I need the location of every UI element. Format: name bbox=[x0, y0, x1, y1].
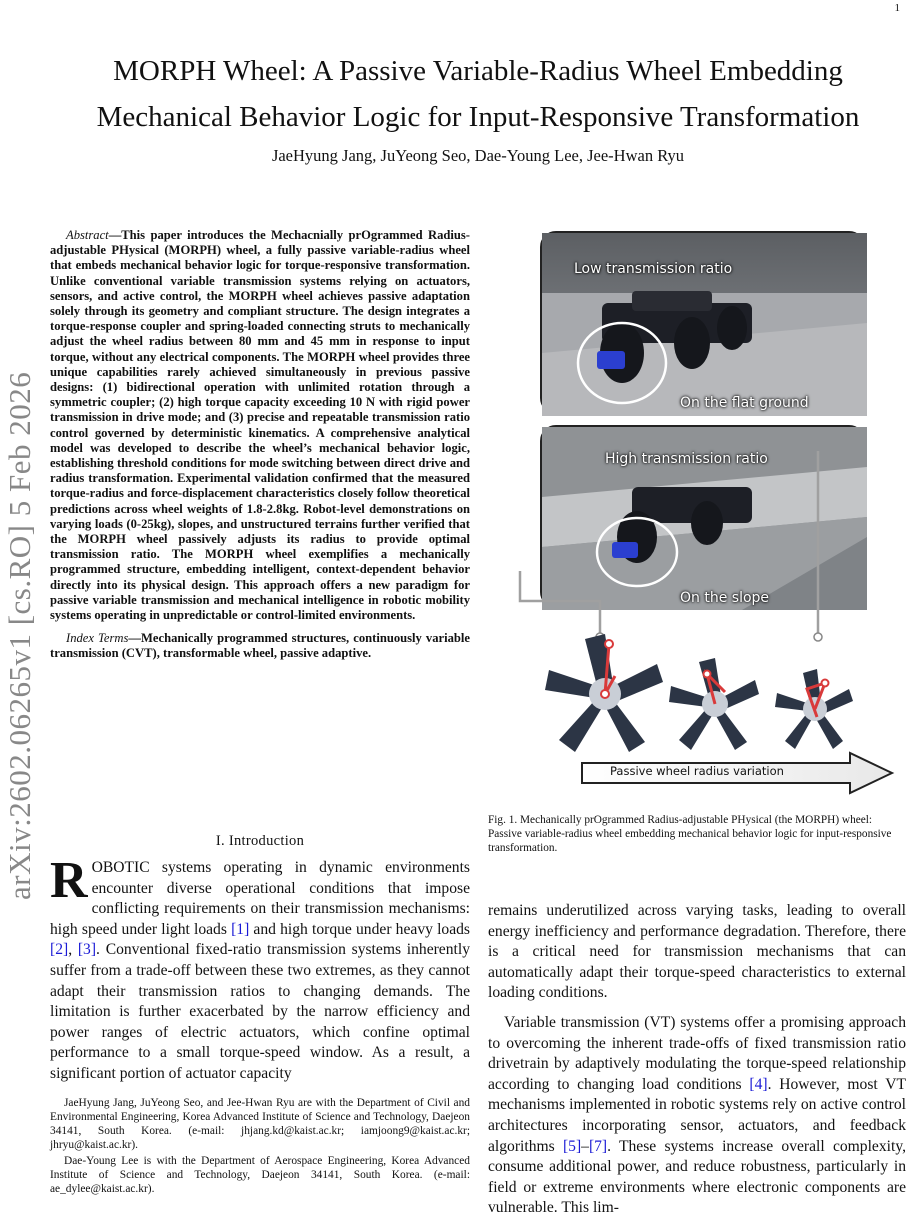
left-column bbox=[50, 228, 470, 662]
citation-link[interactable]: [1] bbox=[231, 920, 250, 938]
title-line-1: MORPH Wheel: A Passive Variable-Radius Wheel Embedding bbox=[113, 55, 843, 87]
wheel-large bbox=[545, 634, 663, 752]
index-terms bbox=[50, 631, 470, 661]
label-low-transmission: Low transmission ratio bbox=[574, 261, 733, 277]
intro-text-1: OBOTIC systems operating in dynamic environments encounter diverse operational conditions that impose conflicting requirements on their transmission mechanisms: high speed under light loads bbox=[50, 859, 470, 938]
right-text-3: – bbox=[581, 1137, 589, 1155]
abstract-lead: Abstract bbox=[66, 228, 109, 242]
citation-link[interactable]: [2] bbox=[50, 941, 69, 959]
intro-text-2: and high torque under heavy loads bbox=[249, 920, 470, 938]
footnote-affiliation-2: Dae-Young Lee is with the Department of Aerospace Engineering, Korea Advanced Institute of Science and Technology, Daejeon 34141, South Korea. (e-mail: ae_dylee@kaist.ac.kr). bbox=[50, 1155, 470, 1195]
right-text-1: Variable transmission (VT) systems offer a promising approach to overcoming the inherent trade-offs of fixed transmission ratio drivetrain by adaptively modulating the torque-speed relationship according to changing load conditions bbox=[488, 1013, 906, 1093]
intro-text-4: . Conventional fixed-ratio transmission systems inherently suffer from a trade-off between these two extremes, as they cannot adapt their transmission ratios to changing demands. The limitation is further exacerbated by the narrow efficiency and power ranges of electric actuators, which confine optimal performance to a small torque-speed window. As a result, a significant portion of actuator capacity bbox=[50, 941, 470, 1082]
label-high-transmission: High transmission ratio bbox=[605, 451, 768, 467]
index-terms-text: —Mechanically programmed structures, continuously variable transmission (CVT), transformable wheel, passive adaptive. bbox=[50, 631, 470, 661]
index-terms-lead: Index Terms bbox=[66, 631, 129, 646]
right-text-4: . These systems increase overall complexity, consume additional power, and reduce robustness, particularly in field or extreme environments where electronic components are vulnerable. This lim- bbox=[488, 1137, 906, 1217]
paper-title bbox=[50, 48, 906, 140]
wheel-medium bbox=[669, 658, 759, 750]
abstract-text: —This paper introduces the Mechacnially prOgrammed Radius-adjustable PHysical (MORPH) wheel, a fully passive variable-radius wheel that embeds mechanical behavior logic for torque-responsive transformation. Unlike conventional variable transmission systems relying on actuators, sensors, and active control, the MORPH wheel achieves passive adaptation solely through its geometry and compliant structure. The design integrates a torque-response coupler and spring-loaded connecting struts to mechanically adjust the wheel radius between 80 mm and 45 mm in response to input torque, without any electrical components. The MORPH wheel provides three unique capabilities rarely achieved simultaneously in previous passive designs: (1) bidirectional operation with unlimited rotation through a symmetric coupler; (2) high torque capacity exceeding 10 N with rigid power transmission in drive mode; and (3) precise and repeatable transmission ratio control governed by deterministic kinematics. A comprehensive analytical model was developed to describe the wheel’s mechanical behavior logic, establishing threshold conditions for mode switching between direct drive and radius transformation. Experimental validation confirmed that the measured torque-radius and force-displacement characteristics closely follow theoretical predictions across wheel weights of 1.8-2.8kg. Robot-level demonstrations on varying loads (0-25kg), slopes, and unstructured terrains further verified that the MORPH wheel passively adjusts its radius to provide optimal transmission ratio. The MORPH wheel exemplifies a mechanically programmed structure, embedding intelligent, context-dependent behavior directly into its physical design. This approach offers a new paradigm for passive variable transmission and mechanical intelligence in robotic mobility systems operating in unpredictable or control-limited environments. bbox=[50, 228, 470, 623]
right-paragraph-1: remains underutilized across varying tasks, leading to overall energy inefficiency and performance degradation. Therefore, there is a critical need for transmission mechanisms that can automatically adapt their torque-speed characteristics to external loading conditions. bbox=[488, 902, 906, 1002]
photo-flat-ground bbox=[540, 231, 865, 414]
citation-link[interactable]: [7] bbox=[588, 1137, 608, 1155]
arrow-label: Passive wheel radius variation bbox=[610, 764, 784, 778]
arxiv-identifier: arXiv:2602.06265v1 [cs.RO] 5 Feb 2026 bbox=[2, 371, 37, 900]
citation-link[interactable]: [4] bbox=[749, 1075, 768, 1093]
figure-caption: Fig. 1. Mechanically prOgrammed Radius-adjustable PHysical (the MORPH) wheel: Passive variable-radius wheel embedding mechanical behavior logic for input-responsive transformation. bbox=[488, 814, 892, 854]
citation-link[interactable]: [3] bbox=[77, 941, 97, 959]
footnotes bbox=[50, 1096, 470, 1198]
author-list: JaeHyung Jang, JuYeong Seo, Dae-Young Lee, Jee-Hwan Ryu bbox=[271, 146, 685, 165]
right-column-text bbox=[488, 901, 906, 1219]
dropcap-letter: R bbox=[50, 852, 88, 909]
label-flat-ground: On the flat ground bbox=[680, 395, 809, 411]
wheel-small bbox=[775, 669, 853, 749]
introduction-paragraph bbox=[50, 852, 470, 1085]
section-heading-introduction: I. Introduction bbox=[215, 833, 305, 849]
callout-connectors bbox=[520, 571, 850, 641]
right-paragraph-2 bbox=[488, 1013, 906, 1219]
intro-text-3: , bbox=[68, 941, 78, 959]
abstract bbox=[50, 228, 470, 623]
right-text-2: . However, most VT mechanisms implemented in robotic systems rely on active control architectures incorporating sensor, actuators, and feedback algorithms bbox=[488, 1075, 906, 1155]
title-line-2: Mechanical Behavior Logic for Input-Responsive Transformation bbox=[96, 101, 860, 133]
label-on-slope: On the slope bbox=[680, 590, 770, 606]
footnote-affiliation-1: JaeHyung Jang, JuYeong Seo, and Jee-Hwan Ryu are with the Department of Civil and Environmental Engineering, Korea Advanced Institute of Science and Technology, Daejeon 34141, South Korea. (e-mail: jhjang.kd@kaist.ac.kr; iamjoong9@kaist.ac.kr; jhryu@kaist.ac.kr). bbox=[50, 1097, 470, 1151]
page-number: 1 bbox=[894, 2, 900, 14]
citation-link[interactable]: [5] bbox=[562, 1137, 582, 1155]
